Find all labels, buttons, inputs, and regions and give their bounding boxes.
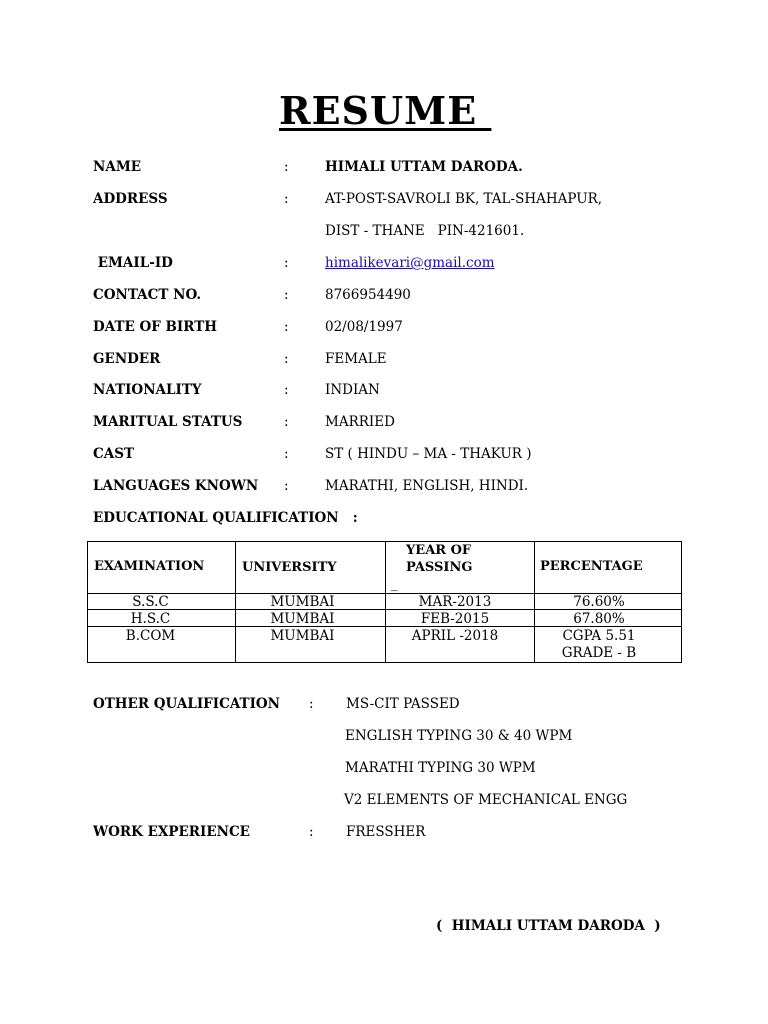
dob-colon: : [284, 319, 289, 335]
education-heading: EDUCATIONAL QUALIFICATION : [93, 510, 358, 526]
other-qualification-item: ENGLISH TYPING 30 & 40 WPM [345, 728, 573, 744]
name-value: HIMALI UTTAM DARODA. [325, 159, 523, 175]
header-percentage: PERCENTAGE [540, 559, 643, 574]
languages-colon: : [284, 478, 289, 494]
header-university: UNIVERSITY [242, 560, 337, 575]
table-cell-percentage: 76.60% [573, 594, 625, 610]
other-qualification-item: MS-CIT PASSED [346, 696, 460, 712]
work-experience-label: WORK EXPERIENCE [93, 824, 250, 840]
table-cell-university: MUMBAI [270, 628, 335, 644]
nationality-value: INDIAN [325, 382, 380, 398]
table-cell-year: MAR-2013 [418, 594, 492, 610]
dob-value: 02/08/1997 [325, 319, 403, 335]
marital-status-label: MARITUAL STATUS [93, 414, 243, 430]
nationality-colon: : [284, 382, 289, 398]
header-year-underscore: _ [391, 576, 398, 592]
email-link[interactable]: himalikevari@gmail.com [325, 255, 495, 271]
email-label: EMAIL-ID [93, 255, 173, 271]
languages-label: LANGUAGES KNOWN [93, 478, 259, 494]
gender-colon: : [284, 351, 289, 367]
table-cell-percentage: CGPA 5.51 [562, 628, 636, 644]
cast-colon: : [284, 446, 289, 462]
table-cell-grade: GRADE - B [561, 645, 637, 661]
contact-value: 8766954490 [325, 287, 411, 303]
header-year-line2: PASSING [406, 560, 473, 575]
gender-label: GENDER [93, 351, 161, 367]
header-examination: EXAMINATION [94, 559, 205, 574]
header-year-line1: YEAR OF [406, 543, 472, 558]
signature-name: ( HIMALI UTTAM DARODA ) [436, 918, 661, 934]
languages-value: MARATHI, ENGLISH, HINDI. [325, 478, 529, 494]
table-cell-year: FEB-2015 [420, 611, 490, 627]
work-experience-colon: : [309, 824, 314, 840]
contact-colon: : [284, 287, 289, 303]
table-cell-university: MUMBAI [270, 594, 335, 610]
gender-value: FEMALE [325, 351, 387, 367]
name-colon: : [284, 159, 289, 175]
address-line2: DIST - THANE PIN-421601. [325, 223, 525, 239]
work-experience-value: FRESSHER [346, 824, 426, 840]
other-qualification-item: V2 ELEMENTS OF MECHANICAL ENGG [344, 792, 628, 808]
table-cell-examination: S.S.C [132, 594, 169, 610]
name-label: NAME [93, 159, 142, 175]
table-cell-examination: B.COM [125, 628, 176, 644]
address-line1: AT-POST-SAVROLI BK, TAL-SHAHAPUR, [325, 191, 603, 207]
dob-label: DATE OF BIRTH [93, 319, 218, 335]
email-colon: : [284, 255, 289, 271]
cast-value: ST ( HINDU – MA - THAKUR ) [325, 446, 532, 462]
table-cell-percentage: 67.80% [573, 611, 625, 627]
other-qualification-colon: : [309, 696, 314, 712]
other-qualification-label: OTHER QUALIFICATION [93, 696, 281, 712]
address-colon: : [284, 191, 289, 207]
education-table [87, 541, 682, 663]
table-cell-university: MUMBAI [270, 611, 335, 627]
address-label: ADDRESS [93, 191, 168, 207]
marital-status-value: MARRIED [325, 414, 395, 430]
nationality-label: NATIONALITY [93, 382, 202, 398]
contact-label: CONTACT NO. [93, 287, 202, 303]
resume-title: RESUME [279, 88, 492, 133]
cast-label: CAST [93, 446, 135, 462]
marital-status-colon: : [284, 414, 289, 430]
table-cell-examination: H.S.C [130, 611, 171, 627]
table-cell-year: APRIL -2018 [411, 628, 499, 644]
other-qualification-item: MARATHI TYPING 30 WPM [345, 760, 536, 776]
